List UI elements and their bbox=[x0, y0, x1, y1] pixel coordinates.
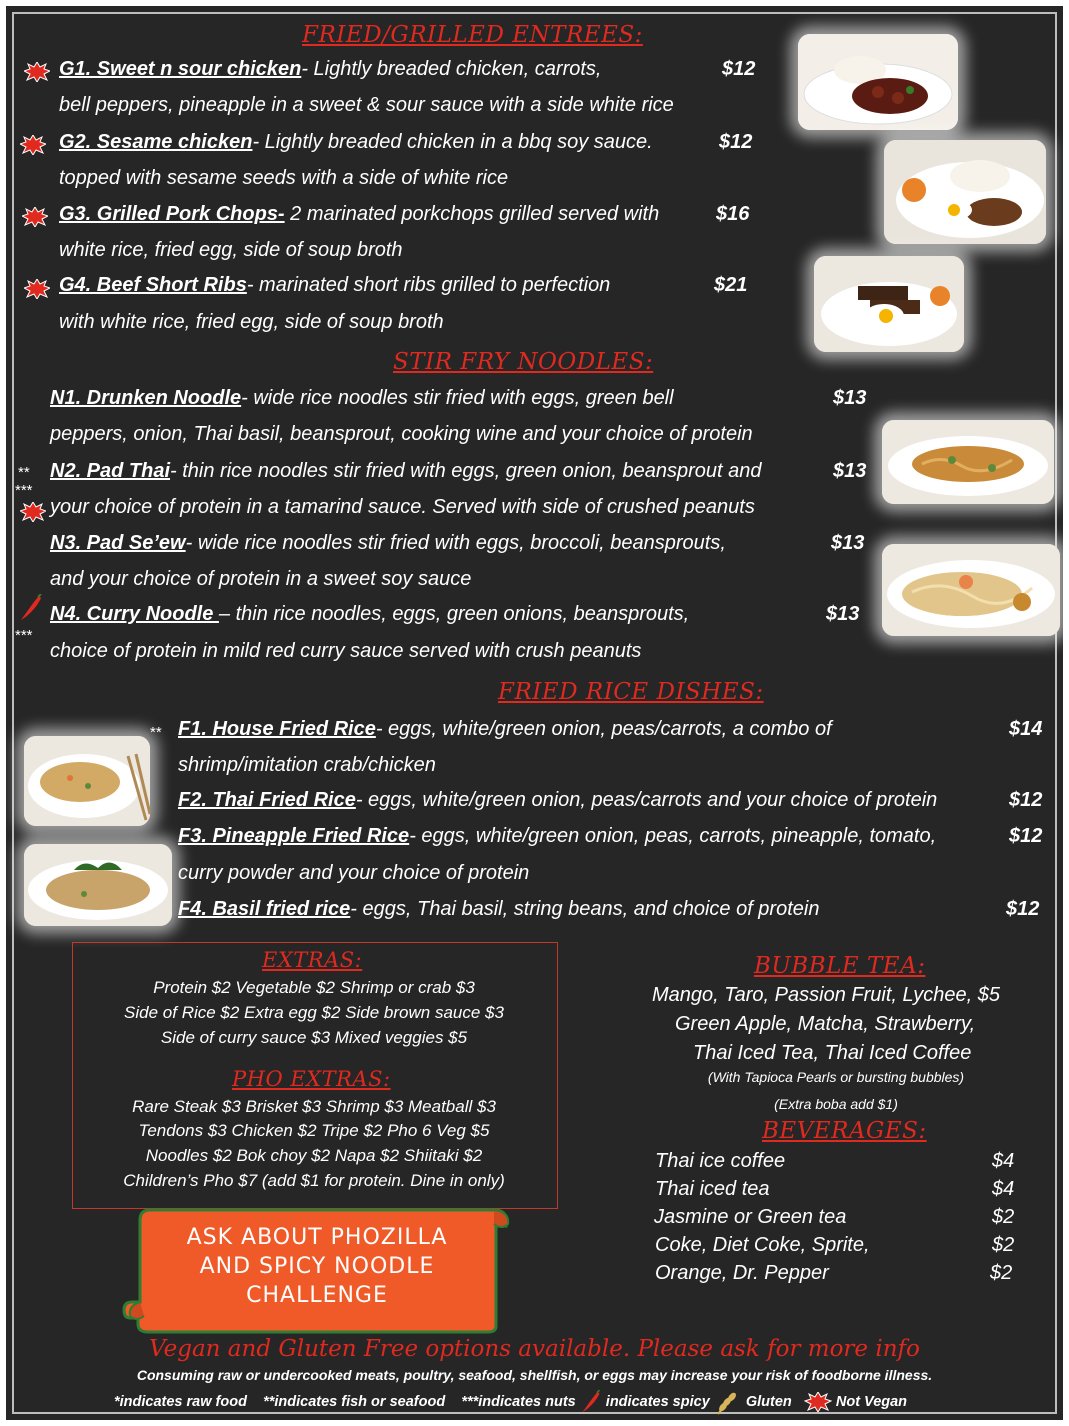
menu-item-g1: G1. Sweet n sour chicken- Lightly breaded chicken, carrots, bbox=[59, 58, 602, 80]
noodles-heading: STIR FRY NOODLES: bbox=[393, 349, 654, 375]
menu-item-n3: N3. Pad Se’ew- wide rice noodles stir fried with eggs, broccoli, beansprouts, bbox=[50, 532, 726, 554]
dish-photo-house-fried-rice bbox=[24, 736, 150, 826]
challenge-text bbox=[142, 1223, 492, 1310]
menu-item-n4: N4. Curry Noodle – thin rice noodles, eggs, green onions, beansprouts, bbox=[50, 603, 690, 625]
bubble-tea-line: Green Apple, Matcha, Strawberry, bbox=[675, 1013, 976, 1035]
price-n1: $13 bbox=[833, 387, 867, 409]
extras-line: Side of Rice $2 Extra egg $2 Side brown sauce $3 bbox=[124, 1003, 504, 1022]
beverage-price: $2 bbox=[992, 1234, 1015, 1256]
nuts-marker: *** bbox=[15, 627, 33, 644]
beverage-name: Coke, Diet Coke, Sprite, bbox=[655, 1234, 870, 1256]
legend-fish: **indicates fish or seafood bbox=[263, 1394, 446, 1410]
not-vegan-icon bbox=[20, 135, 46, 155]
food-safety-disclaimer: Consuming raw or undercooked meats, poultry, seafood, shellfish, or eggs may increase your risk of foodborne illness. bbox=[136, 1367, 933, 1383]
menu-item-f3: F3. Pineapple Fried Rice- eggs, white/green onion, peas, carrots, pineapple, tomato, bbox=[178, 825, 937, 847]
beverage-name: Jasmine or Green tea bbox=[654, 1206, 847, 1228]
challenge-line: AND SPICY NOODLE bbox=[199, 1254, 435, 1279]
bubble-tea-note: (With Tapioca Pearls or bursting bubbles) bbox=[707, 1069, 965, 1085]
menu-item-n1-desc: peppers, onion, Thai basil, beansprout, cooking wine and your choice of protein bbox=[50, 423, 753, 445]
price-f3: $12 bbox=[1009, 825, 1043, 847]
bubble-tea-note: (Extra boba add $1) bbox=[774, 1096, 898, 1112]
menu-item-n2-desc: your choice of protein in a tamarind sauce. Served with side of crushed peanuts bbox=[50, 496, 755, 518]
beverage-price: $2 bbox=[992, 1206, 1015, 1228]
challenge-line: CHALLENGE bbox=[246, 1283, 388, 1308]
menu-item-g2-desc: topped with sesame seeds with a side of white rice bbox=[59, 167, 509, 189]
fried-grilled-heading: FRIED/GRILLED ENTREES: bbox=[302, 22, 643, 48]
price-g1: $12 bbox=[722, 58, 756, 80]
not-vegan-icon bbox=[24, 279, 50, 299]
vegan-gluten-note: Vegan and Gluten Free options available. Please ask for more info bbox=[149, 1336, 920, 1362]
menu-item-g3: G3. Grilled Pork Chops- 2 marinated porkchops grilled served with bbox=[59, 203, 660, 225]
beverages-heading: BEVERAGES: bbox=[762, 1118, 927, 1144]
beverage-price: $4 bbox=[992, 1150, 1015, 1172]
dish-photo-short-ribs bbox=[814, 256, 964, 352]
price-f4: $12 bbox=[1006, 898, 1040, 920]
bubble-tea-line: Thai Iced Tea, Thai Iced Coffee bbox=[693, 1042, 972, 1064]
extras-line: Side of curry sauce $3 Mixed veggies $5 bbox=[160, 1028, 468, 1047]
beverage-price: $4 bbox=[992, 1178, 1015, 1200]
symbol-legend bbox=[114, 1388, 907, 1416]
not-vegan-icon bbox=[804, 1392, 832, 1412]
menu-item-f2: F2. Thai Fried Rice- eggs, white/green onion, peas/carrots and your choice of protein bbox=[178, 789, 938, 811]
not-vegan-icon bbox=[22, 207, 48, 227]
beverage-name: Orange, Dr. Pepper bbox=[655, 1262, 829, 1284]
menu-item-g4-desc: with white rice, fried egg, side of soup broth bbox=[59, 311, 444, 333]
challenge-line: ASK ABOUT PHOZILLA bbox=[186, 1225, 448, 1250]
menu-item-g4: G4. Beef Short Ribs- marinated short ribs grilled to perfection bbox=[59, 274, 611, 296]
price-f2: $12 bbox=[1009, 789, 1043, 811]
dish-photo-sweet-sour-chicken bbox=[798, 34, 958, 130]
menu-item-f3-desc: curry powder and your choice of protein bbox=[178, 862, 530, 884]
pho-extras-line: Rare Steak $3 Brisket $3 Shrimp $3 Meatball $3 bbox=[132, 1097, 496, 1116]
chili-spicy-icon bbox=[18, 594, 44, 622]
menu-item-n1: N1. Drunken Noodle- wide rice noodles stir fried with eggs, green bell bbox=[50, 387, 674, 409]
price-n4: $13 bbox=[826, 603, 860, 625]
menu-item-f1-desc: shrimp/imitation crab/chicken bbox=[178, 754, 436, 776]
not-vegan-icon bbox=[24, 62, 50, 82]
fried-rice-heading: FRIED RICE DISHES: bbox=[498, 679, 764, 705]
dish-photo-pad-see-ew bbox=[882, 544, 1060, 636]
extras-heading: EXTRAS: bbox=[262, 948, 363, 972]
chili-spicy-icon bbox=[580, 1389, 602, 1415]
extras-line: Protein $2 Vegetable $2 Shrimp or crab $3 bbox=[153, 978, 475, 997]
fish-marker: ** bbox=[18, 464, 30, 481]
beverage-name: Thai iced tea bbox=[655, 1178, 770, 1200]
legend-not-vegan: Not Vegan bbox=[835, 1394, 908, 1410]
price-g3: $16 bbox=[716, 203, 750, 225]
menu-item-f1: F1. House Fried Rice- eggs, white/green onion, peas/carrots, a combo of bbox=[178, 718, 832, 740]
beverage-name: Thai ice coffee bbox=[655, 1150, 786, 1172]
nuts-marker: *** bbox=[15, 482, 33, 499]
legend-raw: *indicates raw food bbox=[114, 1394, 247, 1410]
menu-item-g2: G2. Sesame chicken- Lightly breaded chicken in a bbq soy sauce. bbox=[59, 131, 653, 153]
menu-item-g1-desc: bell peppers, pineapple in a sweet & sour sauce with a side white rice bbox=[59, 94, 674, 116]
pho-extras-line: Tendons $3 Chicken $2 Tripe $2 Pho 6 Veg $5 bbox=[138, 1121, 490, 1140]
menu-item-n3-desc: and your choice of protein in a sweet soy sauce bbox=[50, 568, 472, 590]
legend-spicy: indicates spicy bbox=[605, 1394, 710, 1410]
menu-item-n4-desc: choice of protein in mild red curry sauce served with crush peanuts bbox=[50, 640, 642, 662]
legend-nuts: ***indicates nuts bbox=[461, 1394, 576, 1410]
dish-photo-basil-fried-rice bbox=[24, 844, 172, 926]
fish-marker: ** bbox=[150, 724, 162, 741]
price-n2: $13 bbox=[833, 460, 867, 482]
menu-item-n2: N2. Pad Thai- thin rice noodles stir fried with eggs, green onion, beansprout and bbox=[50, 460, 762, 482]
pho-extras-line: Noodles $2 Bok choy $2 Napa $2 Shiitaki $2 bbox=[145, 1146, 483, 1165]
dish-photo-pad-thai bbox=[882, 420, 1054, 504]
price-g4: $21 bbox=[714, 274, 748, 296]
pho-extras-heading: PHO EXTRAS: bbox=[232, 1067, 391, 1091]
wheat-gluten-icon bbox=[714, 1388, 742, 1416]
menu-page bbox=[6, 6, 1063, 1420]
bubble-tea-line: Mango, Taro, Passion Fruit, Lychee, $5 bbox=[652, 984, 1000, 1006]
price-f1: $14 bbox=[1009, 718, 1043, 740]
price-n3: $13 bbox=[831, 532, 865, 554]
menu-item-g3-desc: white rice, fried egg, side of soup broth bbox=[59, 239, 403, 261]
price-g2: $12 bbox=[719, 131, 753, 153]
beverage-price: $2 bbox=[990, 1262, 1013, 1284]
dish-photo-grilled-pork bbox=[884, 140, 1046, 244]
pho-extras-line: Children’s Pho $7 (add $1 for protein. Dine in only) bbox=[123, 1171, 505, 1190]
not-vegan-icon bbox=[20, 502, 46, 522]
bubble-tea-heading: BUBBLE TEA: bbox=[754, 953, 926, 979]
menu-item-f4: F4. Basil fried rice- eggs, Thai basil, string beans, and choice of protein bbox=[178, 898, 820, 920]
legend-gluten: Gluten bbox=[745, 1394, 792, 1410]
